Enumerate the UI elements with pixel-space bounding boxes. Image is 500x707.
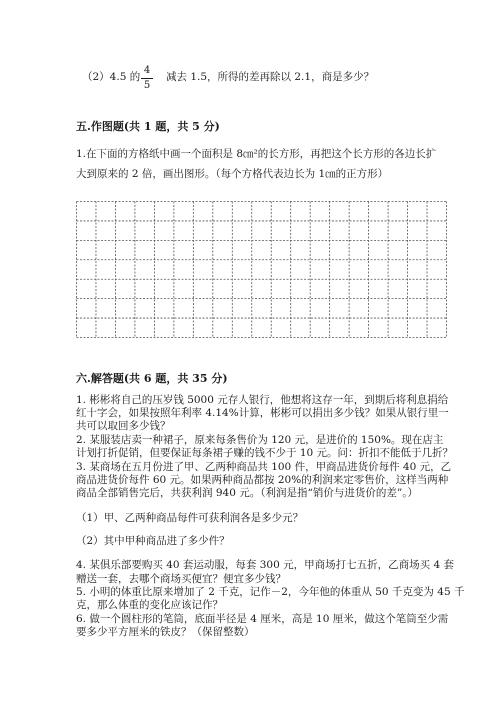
section6-heading: 六.解答题(共 6 题，共 35 分): [76, 372, 228, 385]
fraction-bar: [141, 78, 153, 79]
grid-svg: [76, 201, 447, 338]
answer-line: 2. 某服装店卖一种裙子，原来每条售价为 120 元，是进价的 150%。现在店主: [76, 434, 444, 446]
section5-heading: 五.作图题(共 1 题，共 5 分): [76, 120, 220, 133]
answer-line: 5. 小明的体重比原来增加了 2 千克，记作－2，今年他的体重从 50 千克变为 45 千: [76, 586, 465, 598]
answer-line: 赠送一套，去哪个商场买便宜？便宜多少钱？: [76, 573, 286, 585]
section5-q1-line1: 1.在下面的方格纸中画一个面积是 8㎝²的长方形，再把这个长方形的各边长扩: [76, 148, 437, 160]
answer-line: 计划打折促销，但要保证每条裙子赚的钱不少于 10 元。问：折扣不能低于几折？: [76, 447, 454, 459]
answer-line: 要多少平方厘米的铁皮？（保留整数）: [76, 626, 255, 638]
answer-line: 红十字会，如果按照年利率 4.14%计算，彬彬可以捐出多少钱？如果从银行里一: [76, 407, 449, 419]
q2-suffix: 减去 1.5，所得的差再除以 2.1，商是多少？: [166, 71, 375, 83]
answer-line: 4. 某俱乐部要购买 40 套运动服，每套 300 元，甲商场打七五折，乙商场买 4 套: [76, 559, 454, 571]
answer-line: 商品全部销售完后，共获利润 940 元。（利润是指“销价与进货价的差”。）: [76, 487, 418, 499]
answer-line: 3. 某商场在五月份进了甲、乙两种商品共 100 件，甲商品进货价每件 40 元，乙: [76, 461, 452, 473]
q2-prefix: （2）4.5 的: [82, 71, 141, 83]
answer-line: 克，那么体重的变化应该记作？: [76, 599, 223, 611]
fraction-numerator: 4: [143, 65, 151, 76]
sub-question-1: （1）甲、乙两种商品每件可获利润各是多少元？: [76, 512, 304, 524]
fraction-denominator: 5: [143, 80, 151, 91]
sub-question-2: （2）其中甲种商品进了多少件？: [76, 535, 230, 547]
answer-line: 商品进货价每件 60 元。如果两种商品都按 20%的利润来定零售价，这样当两种: [76, 474, 449, 486]
section5-q1-line2: 大到原来的 2 倍，画出图形。（每个方格代表边长为 1㎝的正方形）: [76, 168, 389, 180]
answer-line: 1. 彬彬将自己的压岁钱 5000 元存人银行，他想将这存一年，到期后将利息捐给: [76, 394, 449, 406]
square-grid: [76, 201, 447, 338]
fraction: [138, 66, 156, 91]
answer-line: 6. 做一个圆柱形的笔筒，底面半径是 4 厘米，高是 10 厘米，做这个笔筒至少需: [76, 613, 449, 625]
answer-line: 共可以取回多少钱？: [76, 420, 171, 432]
